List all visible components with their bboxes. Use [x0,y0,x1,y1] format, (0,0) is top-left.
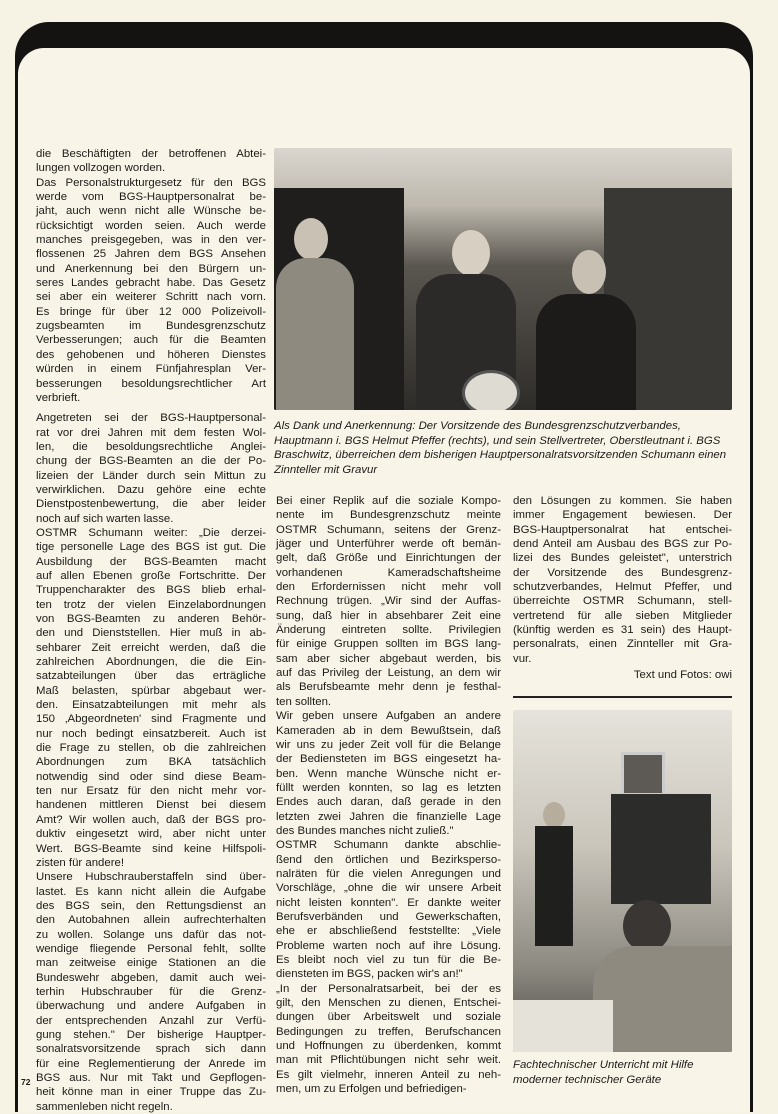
paragraph [513,494,732,666]
text-line: für eine Reglementierung der Anrede im [36,1057,266,1070]
text-line: als Berufsbeamte mehr denn je festhal- [276,681,501,694]
text-line: füllt werden konnten, so lag es letzten [276,781,501,794]
photo-classroom [513,710,732,1052]
text-line: verwirklichen. Dazu gehöre eine echte [36,483,266,496]
text-line: überreichte OSTMR Schumann, stell- [513,595,732,608]
paragraph [36,526,266,870]
text-line: Unsere Hubschrauberstaffeln sind über- [36,871,266,884]
text-line: werde vom BGS-Hauptpersonalrat be- [36,191,266,204]
text-line: Wir geben unsere Aufgaben an andere [276,710,501,723]
text-line: der Bediensteten im BGS eingesetzt ha- [276,753,501,766]
text-line: Wert. BGS-Beamte sind keine Hilfspoli- [36,842,266,855]
text-line: Bei einer Replik auf die soziale Kompo- [276,495,501,507]
text-line: gilt, den Menschen zu dienen, Entschei- [276,997,501,1010]
text-line: ßend den örtlichen und Bezirksperso- [276,853,501,866]
text-line: für einige Gruppen sollten im BGS lang- [276,638,501,651]
text-column-2 [276,494,501,1096]
text-line: satzabteilungen über das erträgliche [36,670,266,683]
text-line: Probleme warten noch auf ihre Lösung. [276,939,501,952]
text-line: „In der Personalratsarbeit, bei der es [276,982,501,995]
text-line: Abordnungen zum BKA tatsächlich [36,756,266,769]
paragraph [36,870,266,1114]
text-line: lastet. Es kann nicht allein die Aufgabe [36,885,266,898]
text-line: vertretend für alle sieben Mitglieder [513,609,732,622]
paragraph [276,838,501,981]
section-divider [513,696,732,698]
text-line: den Erfordernissen nicht mehr voll [276,581,501,594]
text-line: gelt, daß Größe und Einrichtungen der [276,552,501,565]
text-line: auf das Privileg der Leistung, an dem wir [276,667,501,680]
text-line: und Hoffnungen zu überdenken, kommt [276,1040,501,1053]
paragraph [276,494,501,709]
text-line: OSTMR Schumann dankte abschlie- [276,839,501,852]
text-line: tige personelle Lage des BGS ist gut. Die [36,541,266,554]
text-line: Rechnung trügen. „Wir sind der Auffas- [276,595,501,608]
paragraph [36,411,266,526]
text-line: noch auf sich warten lasse. [36,512,174,525]
text-line: terhin Hubschrauber für die Grenz- [36,985,266,998]
text-line: des Bundes manches nicht zuließ." [276,824,454,837]
text-line: ten nur Ersatz für den nicht mehr vor- [36,785,266,798]
text-line: den Lösungen zu kommen. Sie haben [513,495,732,507]
text-line: man mit Pflichtübungen nicht sehr weit. [276,1054,501,1067]
text-line: den Autobahnen allein aufrechterhalten [36,914,266,927]
text-line: überwachung und andere Aufgaben in [36,1000,266,1013]
text-line: wendige fliegende Personal fehlt, sollte [36,942,266,955]
text-line: BGS aus. Nur mit Takt und Gepflogen- [36,1072,266,1084]
paragraph [36,147,266,176]
text-line: des gehobenen und höheren Dienstes [36,348,266,361]
text-line: OSTMR Schumann, seitens der Grenz- [276,523,501,536]
text-line: 150 ‚Abgeordneten' sind Fragmente und [36,713,266,726]
text-line: BGS-Hauptpersonalrat hat entschei- [513,523,732,536]
text-line: Es gilt vielmehr, inneren Anteil zu neh- [276,1068,501,1081]
text-line: ten trotz der vielen Einzelabordnungen [36,598,266,611]
text-line: rat vor drei Jahren mit dem festen Wol- [36,426,266,439]
text-line: Kameraden ab in dem Bewußtsein, daß [276,724,501,737]
text-line: diensteten im BGS, packen wir's an!" [276,968,463,981]
text-line: Dienstpostenbewertung, die aber leider [36,498,266,511]
text-line: der Vorsitzende des Bundesgrenz- [513,566,732,579]
text-line: Ausbildung der BGS-Beamten macht [36,555,266,568]
text-line: sung, daß hier in absehbarer Zeit eine [276,609,501,622]
text-line: sam aber sicher abgebaut werden, bis [276,652,501,665]
text-line: den. Einsatzabteilungen mit mehr als [36,699,266,712]
text-line: die Frage zu stellen, ob die zahlreichen [36,742,266,755]
text-line: lizei des Bundes geleistet", unterstrich [513,552,732,565]
text-line: jaht, auch wenn nicht alle Wünsche be- [36,205,266,218]
text-line: Endes auch daran, daß gerade in den [276,796,501,809]
text-line: zu wollen. Solange uns dafür das not- [36,928,266,941]
text-line: nur noch bedingt einsatzbereit. Auch ist [36,727,266,740]
text-line: die Beschäftigten der betroffenen Abtei- [36,148,266,160]
text-line: heit könne man in einer Truppe das Zu- [36,1086,266,1099]
text-line: nente im Bundesgrenzschutz meinte [276,509,501,522]
text-line: Berufsverbänden und Gewerkschaften, [276,910,501,923]
text-line: OSTMR Schumann weiter: „Die derzei- [36,526,266,539]
text-line: Das Personalstrukturgesetz für den BGS [36,176,266,189]
text-line: zahlreichen Abordnungen, die die Ein- [36,656,266,669]
text-column-3 [513,494,732,682]
text-line: schutzverbandes, Helmut Pfeffer, und [513,581,732,594]
text-line: sei aber ein weiterer Schritt nach vorn. [36,291,266,304]
text-line: auf allen Ebenen große Fortschritte. Der [36,569,266,582]
text-line: würden in einem Fünfjahresplan Ver- [36,363,266,376]
text-line: besserungen besoldungsrechtlicher Art [36,377,266,390]
text-line: duktiv eingesetzt wird, aber nicht unter [36,828,266,841]
text-line: rücksichtigt worden seien. Auch werde [36,219,266,232]
text-line: den und Dienststellen. Hier muß in ab- [36,627,266,640]
text-line: Bundeswehr abgeben, damit auch wei- [36,971,266,984]
text-line: Amt? Wir wollen auch, daß der BGS pro- [36,813,266,826]
text-line: immer Engagement bewiesen. Der [513,509,732,522]
text-line: sehbarer Zeit erreicht werden, daß die [36,641,266,654]
text-line: wir uns zu jeder Zeit voll für die Belange [276,738,501,751]
text-line: Truppencharakter des BGS blieb erhal- [36,584,266,597]
text-line: lungen vollzogen worden. [36,162,166,175]
paragraph [276,982,501,1097]
text-line: vorhandenen Kameradschaftsheime [276,566,501,579]
text-line: chung der BGS-Beamten an die der Po- [36,455,266,468]
text-line: nicht leisten konnten". Er dankte weiter [276,896,501,909]
text-line: man zeitweise einige Stationen an die [36,957,266,970]
text-line: Angetreten sei der BGS-Hauptpersonal- [36,412,266,425]
paragraph [36,176,266,406]
text-line: vur. [513,652,532,665]
paragraph [276,709,501,838]
text-line: notwendig sind oder sind diese Beam- [36,770,266,783]
text-line: personalrats, einen Zinnteller mit Gra- [513,638,732,651]
text-column-1 [36,147,266,1114]
text-line: men, um zu Erfolgen und befriedigen- [276,1083,467,1096]
text-line: (künftig werden es 31 sein) des Haupt- [513,624,732,637]
text-line: Bedingungen zu treffen, Berufschancen [276,1025,501,1038]
text-line: gung stehen." Der bisherige Hauptper- [36,1028,266,1041]
text-line: flossenen 25 Jahren dem BGS Ansehen [36,248,266,261]
page-number: 72 [21,1077,31,1087]
text-line: len, die besoldungsrechtliche Anglei- [36,440,266,453]
text-line: und Anerkennung bei den Bürgern un- [36,262,266,275]
photo-credit: Text und Fotos: owi [633,669,732,682]
text-line: Maß belasten, spürbar abgebaut wer- [36,684,266,697]
text-line: letzten zwei Jahren die finanzielle Lage [276,810,501,823]
text-line: der entsprechenden Anzahl zur Verfü- [36,1014,266,1027]
text-line: ehe er abschließend feststellte: „Viele [276,925,501,938]
text-line: nalräten für die vielen Anregungen und [276,867,501,880]
text-line: sonalratsvorsitzende sprach sich dann [36,1043,266,1056]
photo-award-ceremony [274,148,732,410]
text-line: sammenleben nicht regeln. [36,1100,173,1113]
text-line: Änderung eintreten sollte. Privilegien [276,624,501,637]
text-line: handenen mittleren Dienst bei diesem [36,799,266,812]
photo-caption: Fachtechnischer Unterricht mit Hilfe moderner technischer Geräte [513,1059,694,1086]
text-line: Vorschläge, „ohne die wir unsere Arbeit [276,882,501,895]
photo-caption: Als Dank und Anerkennung: Der Vorsitzende des Bundesgrenzschutzverbandes, Hauptmann i. BGS Helmut Pfeffer (rechts), und sein Stellvertreter, Oberstleutnant i. BGS Braschwitz, überreichen dem bisherigen Hauptpersonalratsvorsitzenden Schumann einen Zinnteller mit Gravur [274,420,727,476]
text-line: dungen über Arbeitswelt und soziale [276,1011,501,1024]
text-line: lizeien der Länder durch sein Mittun zu [36,469,266,482]
text-line: Es bringe für über 12 000 Polizeivoll- [36,305,266,318]
text-line: verbrieft. [36,391,81,404]
text-line: von BGS-Beamten zu anderen Behör- [36,613,266,625]
text-line: zisten für andere! [36,856,125,869]
text-line: des BGS sein, den Rettungsdienst an [36,899,266,912]
text-line: seres Landes gebracht habe. Das Gesetz [36,277,266,290]
text-line: ben. Wenn manche Wünsche nicht er- [276,767,501,780]
text-line: ten sollten. [276,695,332,708]
text-line: Verbesserungen; auch für die Beamten [36,334,266,347]
text-line: jäger und Unterführer werde oft bemän- [276,538,501,551]
text-line: Es bleibt noch viel zu tun für die Be- [276,954,501,966]
text-line: manches preisgegeben, was in den ver- [36,234,266,247]
text-line: dend Anteil am Ausbau des BGS zur Po- [513,538,732,551]
text-line: zugsbeamten im Bundesgrenzschutz [36,320,266,333]
